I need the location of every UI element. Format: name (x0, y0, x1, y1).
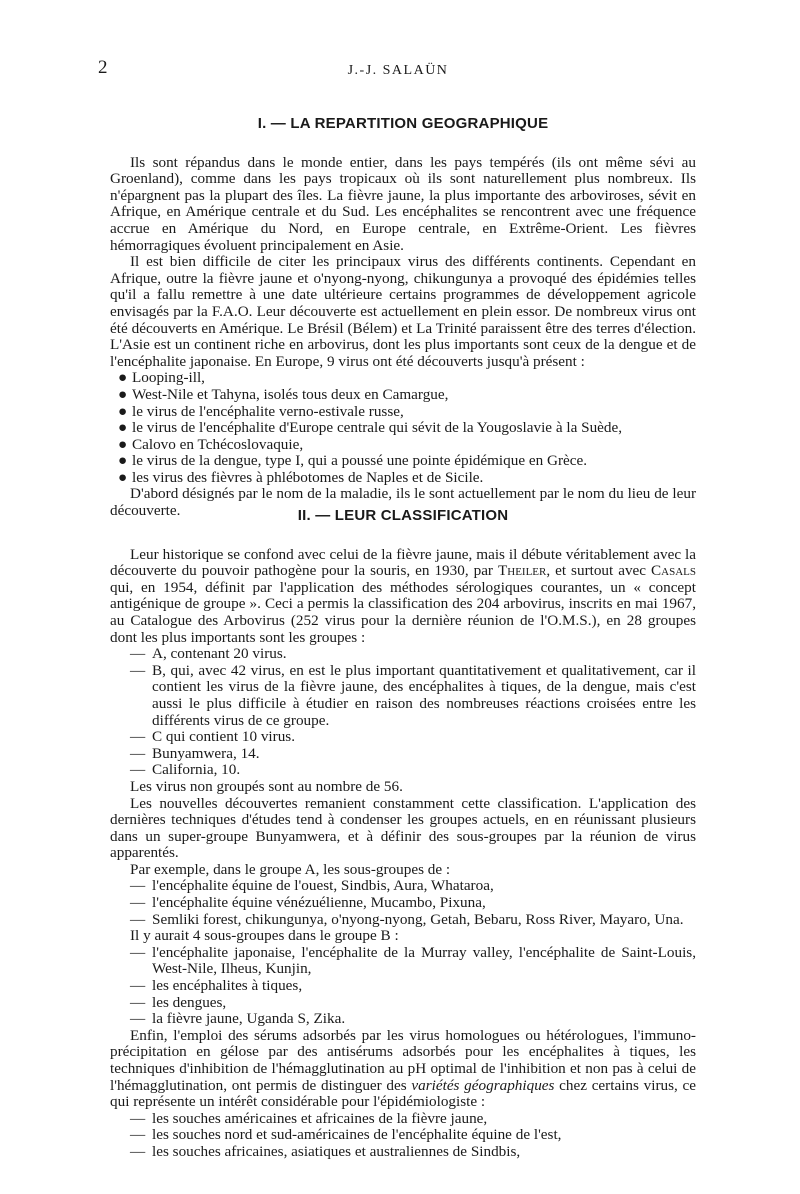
paragraph: Il est bien difficile de citer les principaux virus des différents continents. Cependant en Afrique, outre la fièvre jaune et o'nyong-nyong, chikungunya a provoqué des épidémies telles qu'il a fallu remettre à une date ultérieure certains programmes de développement agricole envisagés par la F.A.O. Leur découverte est actuellement en plein essor. De nombreux virus ont été découverts en Amérique. Le Brésil (Bélem) et La Trinité paraissent être des terres d'élection. L'Asie est un continent riche en arbovirus, dont les plus importants sont ceux de la dengue et de l'encéphalite japonaise. En Europe, 9 virus ont été découverts jusqu'à présent : (110, 253, 696, 370)
group-list (110, 646, 696, 779)
section-title: I. — LA REPARTITION GEOGRAPHIQUE (257, 115, 549, 132)
dash-icon: — (130, 910, 146, 928)
running-head-author: J.-J. SALAÜN (347, 63, 449, 78)
dash-icon: — (130, 1010, 146, 1028)
dash-icon: — (130, 1109, 146, 1127)
dash-icon: — (130, 1142, 146, 1160)
subgroup-b-list (110, 945, 696, 1028)
list-item: ● West-Nile et Tahyna, isolés tous deux en Camargue, (118, 385, 449, 403)
dash-icon: — (130, 744, 146, 762)
section-geographic-distribution (110, 116, 696, 520)
list-item: — A, contenant 20 virus. (130, 645, 287, 663)
dash-icon: — (130, 894, 146, 912)
list-item: ● le virus de l'encéphalite d'Europe centrale qui sévit de la Yougoslavie à la Suède, (118, 419, 623, 437)
list-item: — les dengues, (130, 993, 227, 1011)
section-title: II. — LEUR CLASSIFICATION (297, 507, 509, 524)
list-item: — les souches nord et sud-américaines de l'encéphalite équine de l'est, (130, 1126, 562, 1144)
dash-icon: — (130, 645, 146, 663)
paragraph: Les nouvelles découvertes remanient constamment cette classification. L'application des dernières techniques d'études tend à condenser les groupes actuels, en en réunissant plusieurs dans un super-groupe Bunyamwera, et à définir des sous-groupes par la réunion de virus apparentés. (110, 794, 696, 862)
list-item: — Semliki forest, chikungunya, o'nyong-nyong, Getah, Bebaru, Ross River, Mayaro, Una. (130, 910, 684, 928)
list-item: — l'encéphalite japonaise, l'encéphalite de la Murray valley, l'encéphalite de Saint-Louis, West-Nile, Ilheus, Kunjin, (130, 943, 696, 978)
list-item: — les souches américaines et africaines de la fièvre jaune, (130, 1109, 488, 1127)
bullet-icon: ● (118, 385, 128, 403)
page-header (98, 57, 698, 84)
list-item: — California, 10. (130, 761, 241, 779)
list-item: — Bunyamwera, 14. (130, 744, 260, 762)
list-item: — les encéphalites à tiques, (130, 977, 303, 995)
paragraph: Ils sont répandus dans le monde entier, dans les pays tempérés (ils ont même sévi au Groenland), comme dans les pays tropicaux où ils sont naturellement plus nombreux. Ils n'épargnent pas la plupart des îles. La fièvre jaune, la plus importante des arboviroses, sévit en Afrique, en Amérique centrale et du Sud. Les encéphalites se rencontrent avec une fréquence accrue en Amérique du Nord, en Europe centrale, en Extrême-Orient. Les fièvres hémorragiques évoluent principalement en Asie. (110, 153, 696, 254)
bullet-icon: ● (118, 402, 128, 420)
author-name: Theiler (497, 562, 547, 580)
list-item: — C qui contient 10 virus. (130, 728, 296, 746)
bullet-icon: ● (118, 419, 128, 437)
bullet-icon: ● (118, 435, 128, 453)
dash-icon: — (130, 877, 146, 895)
list-item: ● Calovo en Tchécoslovaquie, (118, 435, 304, 453)
list-item: — les souches africaines, asiatiques et australiennes de Sindbis, (130, 1142, 521, 1160)
bullet-icon: ● (118, 369, 128, 387)
paragraph: Enfin, l'emploi des sérums adsorbés par les virus homologues ou hétérologues, l'immuno-précipitation en gélose par des antisérums adsorbés pour les encéphalites à tiques, les techniques d'inhibition de l'hémagglutination au pH optimal de l'inhibition et non pas à celui de l'hémagglutination, ont permis de distinguer des variétés géographiques chez certains virus, ce qui représente un intérêt considérable pour l'épidémiologiste : (110, 1026, 696, 1111)
dash-icon: — (130, 728, 146, 746)
emphasis: variétés géographiques (411, 1076, 555, 1094)
strain-list (110, 1111, 696, 1161)
dash-icon: — (130, 661, 146, 679)
subgroup-a-list (110, 878, 696, 928)
paragraph: Il y aurait 4 sous-groupes dans le groupe B : (130, 927, 399, 945)
dash-icon: — (130, 943, 146, 961)
dash-icon: — (130, 977, 146, 995)
list-item: — l'encéphalite équine de l'ouest, Sindbis, Aura, Whataroa, (130, 877, 494, 895)
list-item: ● les virus des fièvres à phlébotomes de Naples et de Sicile. (118, 468, 484, 486)
dash-icon: — (130, 761, 146, 779)
list-item: ● le virus de l'encéphalite verno-estivale russe, (118, 402, 404, 420)
list-item: — la fièvre jaune, Uganda S, Zika. (130, 1010, 346, 1028)
list-item: ● le virus de la dengue, type I, qui a poussé une pointe épidémique en Grèce. (118, 452, 588, 470)
author-name: Casals (651, 562, 696, 580)
paragraph: Leur historique se confond avec celui de la fièvre jaune, mais il débute véritablement avec la découverte du pouvoir pathogène pour la souris, en 1930, par Theiler, et surtout avec Casals qui, en 1954, définit par l'application des méthodes sérologiques courantes, un « concept antigénique de groupe ». Ceci a permis la classification des 204 arbovirus, inscrits en mai 1967, au Catalogue des Arbovirus (252 virus pour la dernière réunion de l'O.M.S.), en 28 groupes dont les plus importants sont les groupes : (110, 545, 696, 646)
list-item: ● Looping-ill, (118, 369, 205, 387)
bullet-icon: ● (118, 452, 128, 470)
section-classification (110, 508, 696, 1161)
paragraph: Par exemple, dans le groupe A, les sous-groupes de : (130, 860, 451, 878)
dash-icon: — (130, 1126, 146, 1144)
paragraph: Les virus non groupés sont au nombre de 56. (130, 777, 403, 795)
list-item: — B, qui, avec 42 virus, en est le plus important quantitativement et qualitativement, car il contient les virus de la fièvre jaune, des encéphalites à tiques, de la dengue, mais c'est aussi le plus difficile à étudier en raison des nombreuses réactions croisées entre les différents virus de ce groupe. (130, 661, 696, 729)
dash-icon: — (130, 993, 146, 1011)
european-virus-list (110, 370, 696, 486)
page-number: 2 (98, 57, 108, 78)
bullet-icon: ● (118, 468, 128, 486)
list-item: — l'encéphalite équine vénézuélienne, Mucambo, Pixuna, (130, 894, 486, 912)
paragraph: D'abord désignés par le nom de la maladie, ils le sont actuellement par le nom du lieu de leur découverte. (110, 485, 696, 520)
